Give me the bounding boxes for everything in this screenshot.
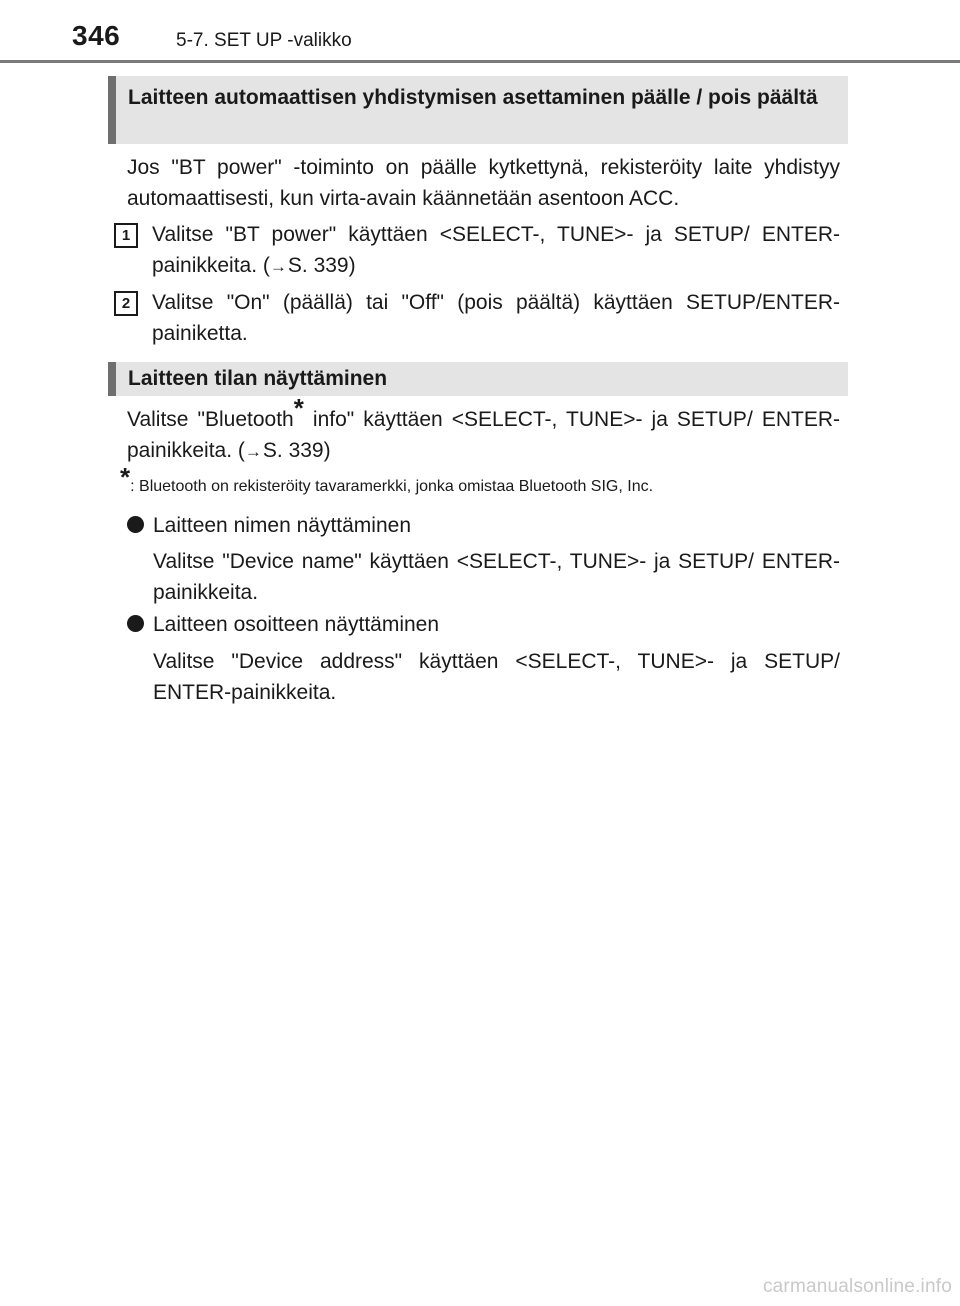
step-number-1: 1 xyxy=(114,223,138,248)
footnote-asterisk-icon: * xyxy=(120,461,131,492)
bullet-text: Valitse "Device address" käyttäen <SELECT-, TUNE>- ja SETUP/ ENTER-painikkeita. xyxy=(153,650,840,704)
page-number: 346 xyxy=(72,20,121,51)
step-number-2: 2 xyxy=(114,291,138,316)
intro-paragraph: Jos "BT power" -toiminto on päälle kytkettynä, rekisteröity laite yhdistyy automaattisesti, kun virta-avain käännetään asentoon ACC. xyxy=(127,156,840,210)
info-text-end: info" käyttäen <SELECT-, TUNE>- ja SETUP/ ENTER-painikkeita. ( xyxy=(127,408,840,462)
bullet-device-address xyxy=(127,609,439,640)
step-1-instruction: Valitse "BT power" käyttäen <SELECT-, TUNE>- ja SETUP/ ENTER-painikkeita. ( xyxy=(152,223,840,277)
heading-device-status: Laitteen tilan näyttäminen xyxy=(108,362,848,396)
footnote-text: : Bluetooth on rekisteröity tavaramerkki, jonka omistaa Bluetooth SIG, Inc. xyxy=(130,478,654,495)
info-text-start: Valitse "Bluetooth xyxy=(127,408,294,431)
heading-auto-connect: Laitteen automaattisen yhdistymisen asettaminen päälle / pois päältä xyxy=(108,76,848,144)
bullet-text: Valitse "Device name" käyttäen <SELECT-, TUNE>- ja SETUP/ ENTER-painikkeita. xyxy=(153,550,840,604)
bullet-title: Laitteen osoitteen näyttäminen xyxy=(153,613,440,636)
page-header xyxy=(0,0,960,64)
section-title: 5-7. SET UP -valikko xyxy=(176,30,352,51)
asterisk-icon: * xyxy=(293,392,304,423)
bullet-icon xyxy=(127,615,144,632)
step-1-text xyxy=(152,219,840,282)
info-paragraph xyxy=(127,392,840,467)
page-reference: S. 339) xyxy=(287,254,356,277)
arrow-right-icon: → xyxy=(244,442,262,461)
bullet-title: Laitteen nimen näyttäminen xyxy=(153,514,411,537)
header-divider xyxy=(0,60,960,63)
bullet-device-name xyxy=(127,510,411,541)
page-reference: S. 339) xyxy=(262,439,331,462)
arrow-right-icon: → xyxy=(269,257,287,276)
footnote xyxy=(120,461,654,500)
bullet-icon xyxy=(127,516,144,533)
step-2-text: Valitse "On" (päällä) tai "Off" (pois päältä) käyttäen SETUP/ENTER-painiketta. xyxy=(152,291,840,345)
watermark: carmanualsonline.info xyxy=(762,1276,952,1297)
